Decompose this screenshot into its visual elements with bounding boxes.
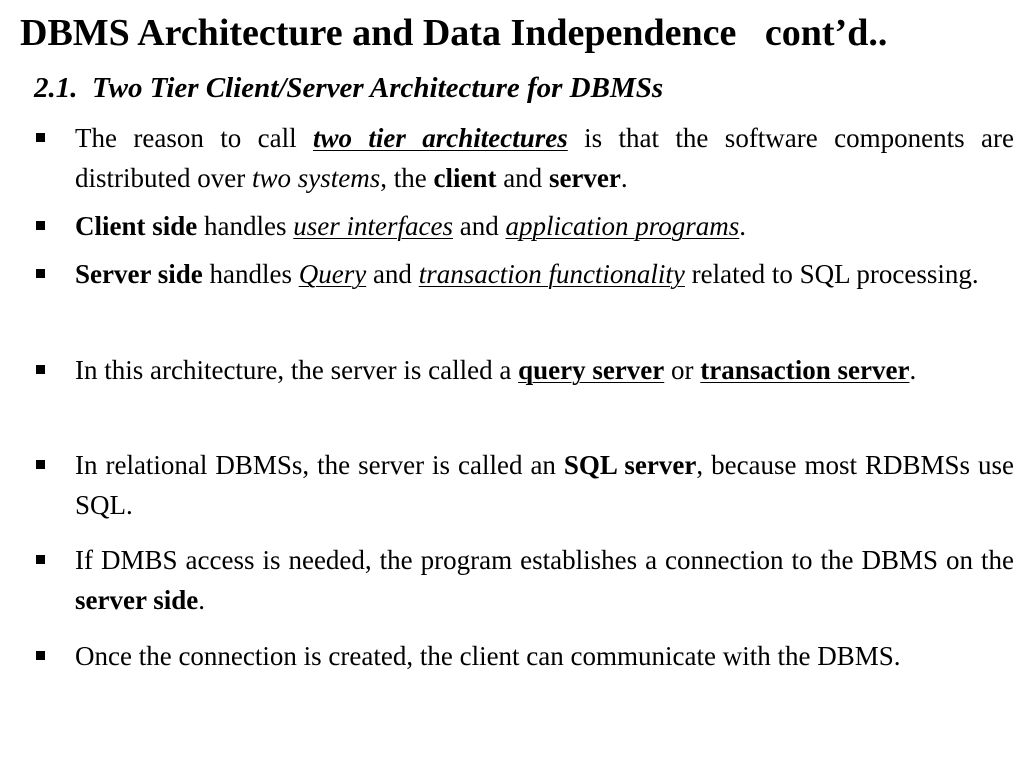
emphasis-term: transaction server xyxy=(700,355,910,385)
bullet-text: In relational DBMSs, the server is called an SQL server, because most RDBMSs use SQL. xyxy=(75,450,1014,520)
bullet-text: Server side handles Query and transaction functionality related to SQL processing. xyxy=(75,259,979,289)
emphasis-term: user interfaces xyxy=(293,211,453,241)
emphasis-term: two tier architectures xyxy=(312,123,568,153)
bullet-text: Client side handles user interfaces and application programs. xyxy=(75,211,746,241)
bullet-item xyxy=(36,350,1014,390)
bullet-item xyxy=(36,254,1014,294)
emphasis-term: Query xyxy=(298,259,367,289)
square-bullet-icon xyxy=(36,365,45,374)
square-bullet-icon xyxy=(36,651,45,660)
bullet-item xyxy=(36,445,1014,525)
square-bullet-icon xyxy=(36,133,45,142)
bullet-text: If DMBS access is needed, the program establishes a connection to the DBMS on the server side. xyxy=(75,545,1014,615)
square-bullet-icon xyxy=(36,555,45,564)
title-suffix: cont’d.. xyxy=(764,12,888,54)
bullet-text: The reason to call two tier architectures is that the software components are distributed over two systems, the client and server. xyxy=(75,123,1014,193)
section-heading: 2.1. Two Tier Client/Server Architecture for DBMSs xyxy=(34,72,664,104)
slide-title xyxy=(20,10,1020,56)
emphasis-term: query server xyxy=(518,355,665,385)
bullet-item xyxy=(36,636,1014,676)
emphasis-term: application programs xyxy=(505,211,740,241)
emphasis-term: transaction functionality xyxy=(418,259,685,289)
bullet-item xyxy=(36,540,1014,620)
square-bullet-icon xyxy=(36,221,45,230)
square-bullet-icon xyxy=(36,269,45,278)
title-main: DBMS Architecture and Data Independence xyxy=(20,12,737,54)
bullet-text: Once the connection is created, the client can communicate with the DBMS. xyxy=(75,641,901,671)
bullet-item xyxy=(36,206,1014,246)
bullet-text: In this architecture, the server is called a query server or transaction server. xyxy=(75,355,917,385)
square-bullet-icon xyxy=(36,460,45,469)
bullet-item xyxy=(36,118,1014,198)
